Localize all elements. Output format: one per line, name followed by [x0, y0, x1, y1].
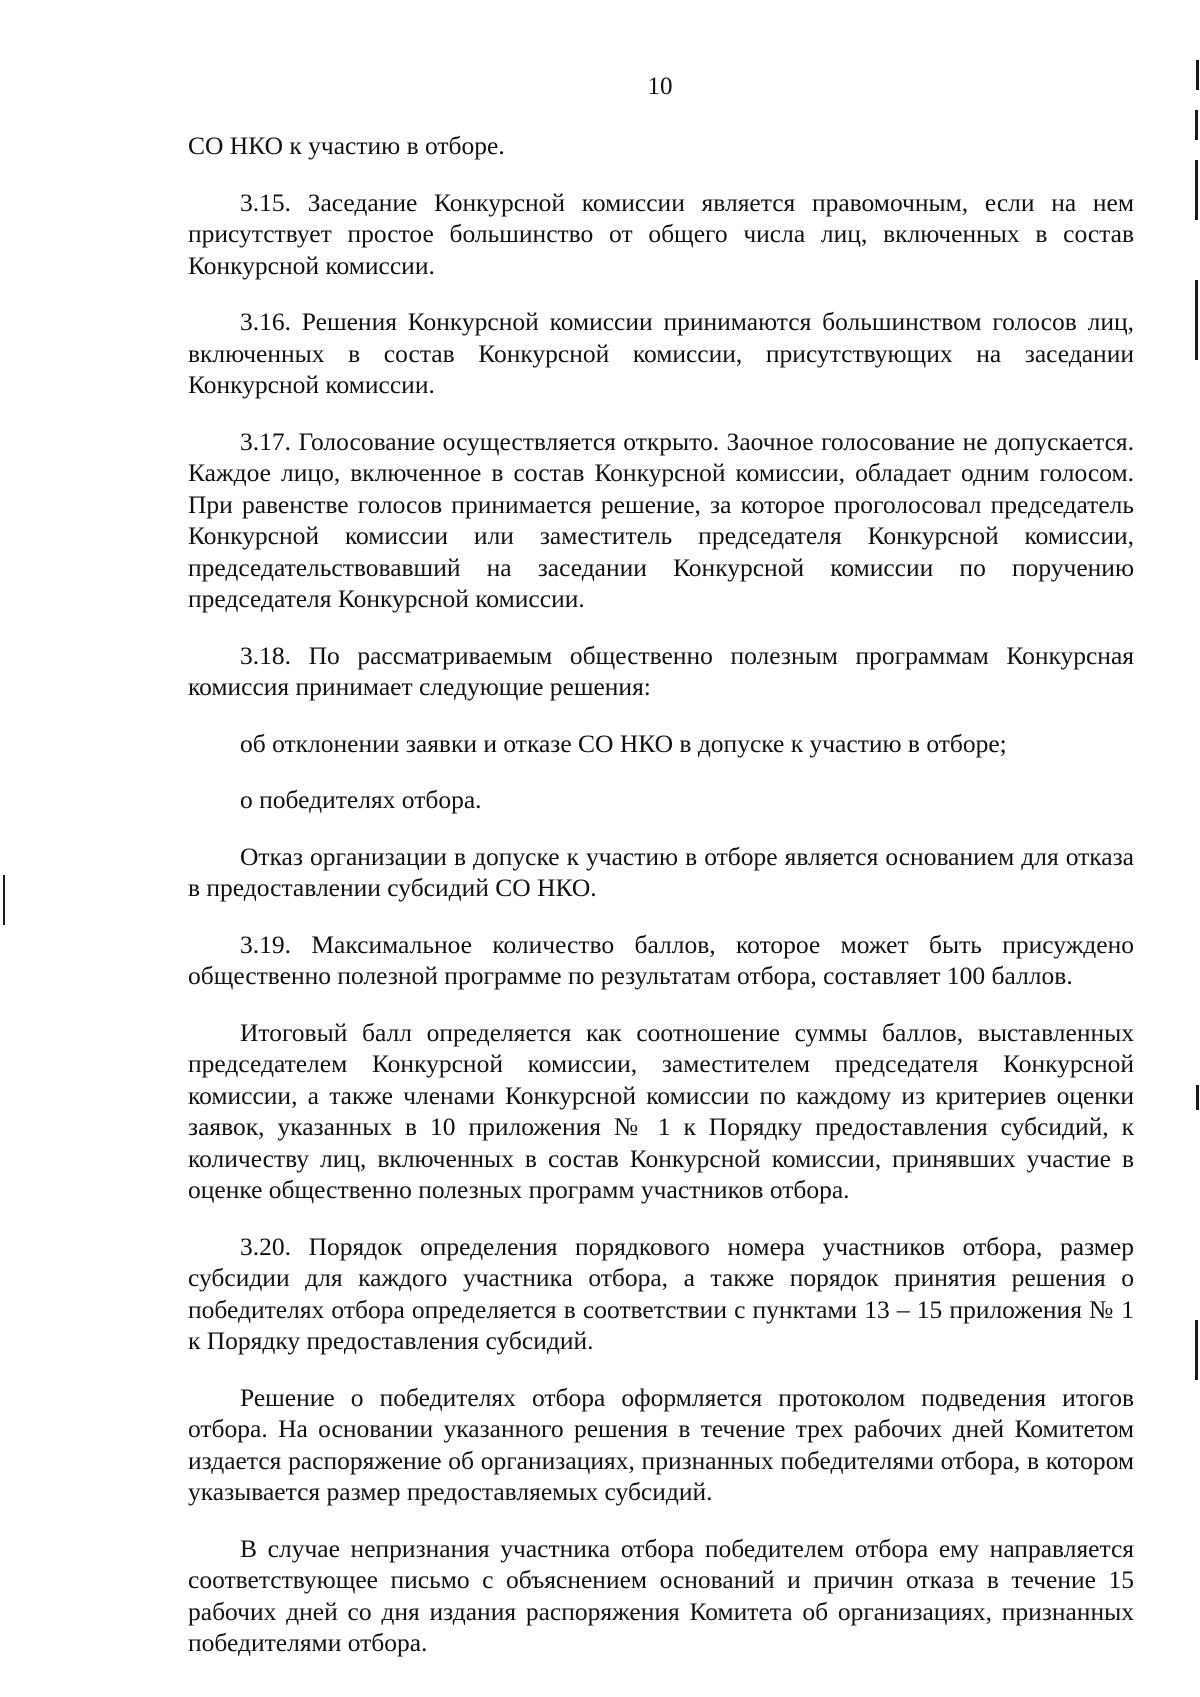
paragraph-3-20: 3.20. Порядок определения порядкового номера участников отбора, размер субсидии для каждого участника отбора, а также порядок принятия решения о победителях отбора определяется в соответствии с пунктами 13 – 15 приложения № 1 к Порядку предоставления субсидий.: [188, 1231, 1134, 1355]
paragraph-3-15: 3.15. Заседание Конкурсной комиссии является правомочным, если на нем присутствует простое большинство от общего числа лиц, включенных в состав Конкурсной комиссии.: [188, 187, 1134, 280]
paragraph-3-18: 3.18. По рассматриваемым общественно полезным программам Конкурсная комиссия принимает следующие решения:: [188, 640, 1134, 701]
paragraph-final-score: Итоговый балл определяется как соотношение суммы баллов, выставленных председателем Конкурсной комиссии, заместителем председателя Конкурсной комиссии, а также членами Конкурсной комиссии по каждому из критериев оценки заявок, указанных в 10 приложения № 1 к Порядку предоставления субсидий, к количеству лиц, включенных в состав Конкурсной комиссии, принявших участие в оценке общественно полезных программ участников отбора.: [188, 1017, 1134, 1204]
scan-edge-mark: [1195, 280, 1198, 360]
scan-edge-mark: [1195, 1320, 1198, 1380]
scan-edge-mark: [1196, 1085, 1199, 1110]
scan-edge-mark: [3, 875, 5, 925]
paragraph-refusal-basis: Отказ организации в допуске к участию в отборе является основанием для отказа в предоставлении субсидий СО НКО.: [188, 841, 1134, 902]
page-number: 10: [647, 73, 673, 100]
paragraph-3-17: 3.17. Голосование осуществляется открыто. Заочное голосование не допускается. Каждое лицо, включенное в состав Конкурсной комиссии, обладает одним голосом. При равенстве голосов принимается решение, за которое проголосовал председатель Конкурсной комиссии или заместитель председателя Конкурсной комиссии, председательствовавший на заседании Конкурсной комиссии по поручению председателя Конкурсной комиссии.: [188, 426, 1134, 613]
paragraph-3-16: 3.16. Решения Конкурсной комиссии принимаются большинством голосов лиц, включенных в состав Конкурсной комиссии, присутствующих на заседании Конкурсной комиссии.: [188, 307, 1134, 399]
decision-item-rejection: об отклонении заявки и отказе СО НКО в допуске к участию в отборе;: [240, 728, 1007, 758]
scan-edge-mark: [1196, 60, 1199, 90]
paragraph-continuation: СО НКО к участию в отборе.: [188, 131, 505, 160]
paragraph-non-recognition: В случае непризнания участника отбора победителем отбора ему направляется соответствующее письмо с объяснением оснований и причин отказа в течение 15 рабочих дней со дня издания распоряжения Комитета об организациях, признанных победителями отбора.: [188, 1533, 1134, 1657]
document-body: [188, 130, 1134, 1684]
scan-edge-mark: [1195, 110, 1198, 140]
scan-edge-mark: [1195, 160, 1198, 220]
decision-item-winners: о победителях отбора.: [240, 785, 482, 814]
paragraph-winners-decision: Решение о победителях отбора оформляется протоколом подведения итогов отбора. На основании указанного решения в течение трех рабочих дней Комитетом издается распоряжение об организациях, признанных победителями отбора, в котором указывается размер предоставляемых субсидий.: [188, 1382, 1134, 1506]
paragraph-3-19: 3.19. Максимальное количество баллов, которое может быть присуждено общественно полезной программе по результатам отбора, составляет 100 баллов.: [188, 929, 1134, 990]
